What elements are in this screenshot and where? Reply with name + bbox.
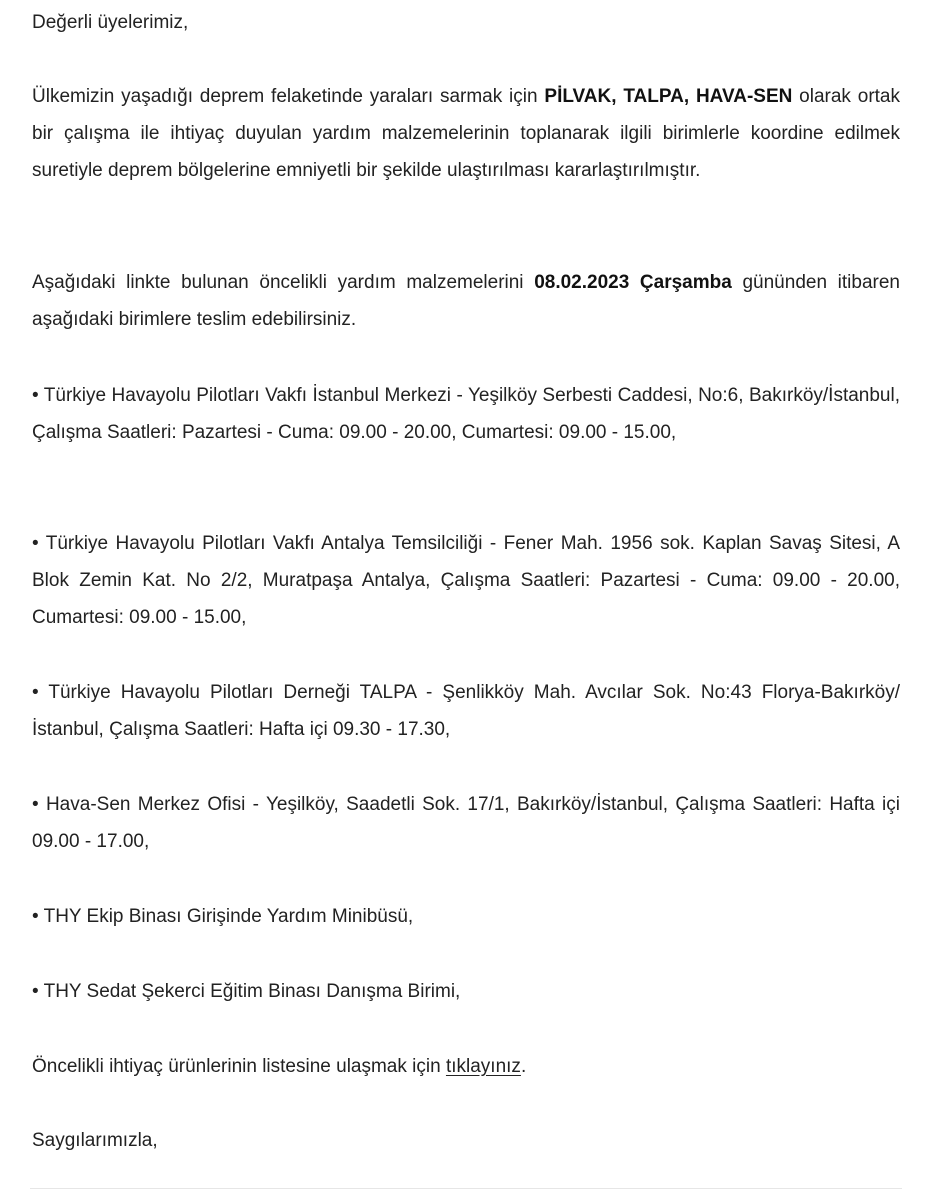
location-item: • Türkiye Havayolu Pilotları Derneği TALPA - Şenlikköy Mah. Avcılar Sok. No:43 Florya-Bakırköy/İstanbul, Çalışma Saatleri: Hafta içi 09.30 - 17.30, [32,682,900,740]
delivery-text-after: gününden itibaren aşağıdaki birimlere teslim edebilirsiniz. [32,272,900,330]
divider [30,1188,902,1189]
intro-paragraph [32,78,900,189]
location-item: • Türkiye Havayolu Pilotları Vakfı İstanbul Merkezi - Yeşilköy Serbesti Caddesi, No:6, Bakırköy/İstanbul, Çalışma Saatleri: Pazartesi - Cuma: 09.00 - 20.00, Cumartesi: 09.00 - 15.00, [32,385,900,443]
delivery-start-date: 08.02.2023 Çarşamba [534,272,732,293]
product-list-paragraph [32,1048,900,1085]
product-list-text-before: Öncelikli ihtiyaç ürünlerinin listesine ulaşmak için [32,1056,446,1077]
intro-text-after: olarak ortak bir çalışma ile ihtiyaç duyulan yardım malzemelerinin toplanarak ilgili birimlerle koordine edilmek suretiyle deprem bölgelerine emniyetli bir şekilde ulaştırılması kararlaştırılmıştır. [32,86,900,181]
location-item: • THY Sedat Şekerci Eğitim Binası Danışma Birimi, [32,981,461,1002]
product-list-text-after: . [520,1056,527,1077]
intro-text-before: Ülkemizin yaşadığı deprem felaketinde yaraları sarmak için [32,86,545,107]
organization-names: PİLVAK, TALPA, HAVA-SEN [544,86,793,107]
location-item: • Hava-Sen Merkez Ofisi - Yeşilköy, Saadetli Sok. 17/1, Bakırköy/İstanbul, Çalışma Saatleri: Hafta içi 09.00 - 17.00, [32,794,900,852]
delivery-paragraph [32,264,900,338]
location-item: • THY Ekip Binası Girişinde Yardım Minibüsü, [32,906,414,927]
delivery-text-before: Aşağıdaki linkte bulunan öncelikli yardım malzemelerini [32,272,535,293]
greeting: Değerli üyelerimiz, [32,12,189,33]
product-list-link[interactable]: tıklayınız [445,1056,521,1077]
closing: Saygılarımızla, [32,1130,158,1151]
location-item: • Türkiye Havayolu Pilotları Vakfı Antalya Temsilciliği - Fener Mah. 1956 sok. Kaplan Savaş Sitesi, A Blok Zemin Kat. No 2/2, Muratpaşa Antalya, Çalışma Saatleri: Pazartesi - Cuma: 09.00 - 20.00, Cumartesi: 09.00 - 15.00, [32,533,900,628]
